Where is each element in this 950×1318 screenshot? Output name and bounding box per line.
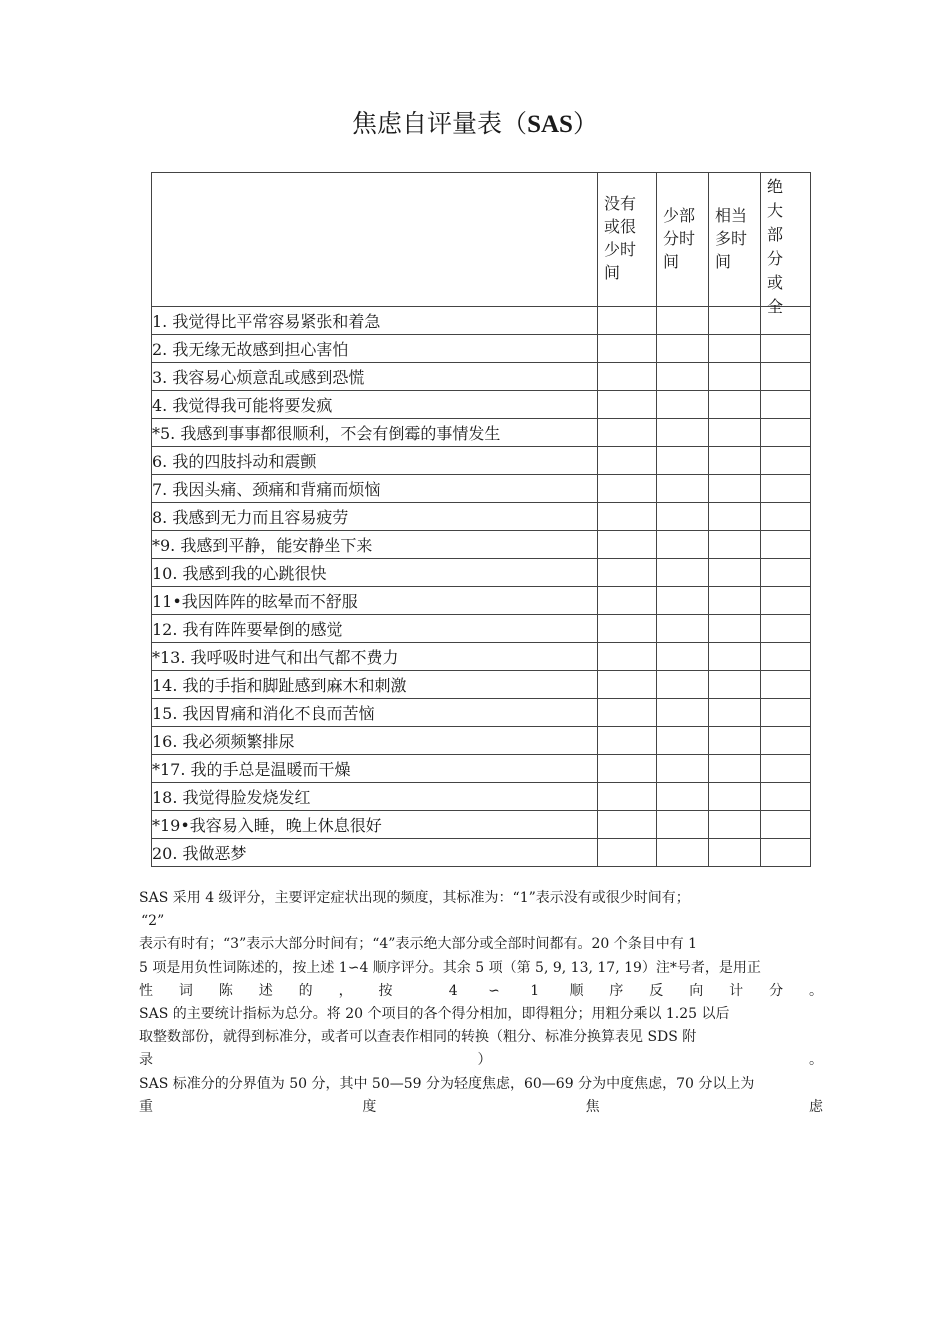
rating-cell[interactable]: [657, 335, 709, 363]
rating-cell[interactable]: [709, 587, 761, 615]
item-text: 15. 我因胃痛和消化不良而苦恼: [152, 699, 598, 727]
rating-cell[interactable]: [657, 699, 709, 727]
notes-line: “2”: [141, 913, 165, 930]
notes-line: SAS 的主要统计指标为总分。将 20 个项目的各个得分相加，即得粗分；用粗分乘以 1.25 以后: [139, 1006, 730, 1023]
rating-cell[interactable]: [598, 671, 657, 699]
rating-cell[interactable]: [761, 335, 811, 363]
item-text: *17. 我的手总是温暖而干燥: [152, 755, 598, 783]
rating-cell[interactable]: [709, 671, 761, 699]
rating-table: [151, 172, 811, 867]
table-row: [152, 839, 811, 867]
rating-cell[interactable]: [598, 811, 657, 839]
table-row: [152, 475, 811, 503]
title-text: 焦虑自评量表（: [352, 109, 528, 138]
page-title: [0, 106, 950, 143]
rating-cell[interactable]: [709, 783, 761, 811]
rating-cell[interactable]: [761, 615, 811, 643]
scoring-notes: [139, 887, 823, 1119]
item-text: 16. 我必须频繁排尿: [152, 727, 598, 755]
rating-cell[interactable]: [761, 447, 811, 475]
rating-cell[interactable]: [598, 391, 657, 419]
rating-cell[interactable]: [657, 307, 709, 335]
table-header-row: [152, 173, 811, 307]
column-header-label: 少部分时间: [663, 206, 696, 271]
item-text: *5. 我感到事事都很顺利，不会有倒霉的事情发生: [152, 419, 598, 447]
rating-cell[interactable]: [657, 811, 709, 839]
rating-cell[interactable]: [657, 475, 709, 503]
rating-cell[interactable]: [761, 671, 811, 699]
rating-cell[interactable]: [761, 727, 811, 755]
item-text: 14. 我的手指和脚趾感到麻木和刺激: [152, 671, 598, 699]
rating-cell[interactable]: [657, 419, 709, 447]
table-row: [152, 811, 811, 839]
column-header: [709, 173, 761, 307]
rating-cell[interactable]: [657, 391, 709, 419]
rating-cell[interactable]: [598, 447, 657, 475]
column-header: [761, 173, 811, 316]
rating-cell[interactable]: [761, 643, 811, 671]
rating-cell[interactable]: [709, 811, 761, 839]
rating-cell[interactable]: [598, 335, 657, 363]
rating-cell[interactable]: [598, 755, 657, 783]
table-row: [152, 783, 811, 811]
rating-cell[interactable]: [709, 447, 761, 475]
column-header-label: 绝大部分或全: [767, 177, 784, 316]
notes-line: SAS 标准分的分界值为 50 分，其中 50—59 分为轻度焦虑，60—69 分为中度焦虑，70 分以上为: [139, 1075, 755, 1092]
rating-cell[interactable]: [598, 419, 657, 447]
title-close: ）: [572, 109, 598, 138]
column-header-label: 没有或很少时间: [604, 194, 637, 282]
rating-cell[interactable]: [598, 839, 657, 867]
table-row: [152, 671, 811, 699]
item-text: 1. 我觉得比平常容易紧张和着急: [152, 307, 598, 335]
rating-cell[interactable]: [657, 587, 709, 615]
column-header: [598, 173, 657, 307]
rating-cell[interactable]: [761, 363, 811, 391]
item-text: 11•我因阵阵的眩晕而不舒服: [152, 587, 598, 615]
rating-cell[interactable]: [657, 531, 709, 559]
rating-cell[interactable]: [709, 727, 761, 755]
rating-cell[interactable]: [657, 643, 709, 671]
rating-cell[interactable]: [657, 559, 709, 587]
table-row: [152, 559, 811, 587]
rating-cell[interactable]: [657, 503, 709, 531]
rating-cell[interactable]: [761, 475, 811, 503]
rating-cell[interactable]: [761, 755, 811, 783]
table-row: [152, 307, 811, 335]
item-text: 18. 我觉得脸发烧发红: [152, 783, 598, 811]
rating-cell[interactable]: [761, 811, 811, 839]
rating-cell[interactable]: [657, 363, 709, 391]
item-text: *9. 我感到平静，能安静坐下来: [152, 531, 598, 559]
rating-cell[interactable]: [761, 587, 811, 615]
rating-cell[interactable]: [709, 307, 761, 335]
rating-cell[interactable]: [598, 783, 657, 811]
item-text: 6. 我的四肢抖动和震颤: [152, 447, 598, 475]
rating-cell[interactable]: [657, 447, 709, 475]
rating-cell[interactable]: [598, 615, 657, 643]
rating-cell[interactable]: [657, 783, 709, 811]
rating-cell[interactable]: [598, 643, 657, 671]
rating-cell[interactable]: [709, 475, 761, 503]
table-row: [152, 587, 811, 615]
rating-cell[interactable]: [598, 363, 657, 391]
notes-line: 性词陈述的，按 4 ∽ 1 顺序反向计分。: [139, 982, 823, 999]
rating-cell[interactable]: [709, 531, 761, 559]
rating-cell[interactable]: [761, 531, 811, 559]
rating-cell[interactable]: [761, 559, 811, 587]
rating-cell[interactable]: [761, 391, 811, 419]
rating-cell[interactable]: [761, 419, 811, 447]
rating-cell[interactable]: [761, 503, 811, 531]
table-row: [152, 447, 811, 475]
notes-line: 取整数部份，就得到标准分，或者可以查表作相同的转换（粗分、标准分换算表见 SDS 附: [139, 1029, 697, 1046]
rating-cell[interactable]: [598, 559, 657, 587]
item-text: *13. 我呼吸时进气和出气都不费力: [152, 643, 598, 671]
rating-cell[interactable]: [657, 671, 709, 699]
column-header: [657, 173, 709, 307]
rating-cell[interactable]: [657, 615, 709, 643]
column-header-label: 相当多时间: [715, 206, 748, 271]
rating-cell[interactable]: [709, 503, 761, 531]
rating-cell[interactable]: [598, 475, 657, 503]
item-text: 20. 我做恶梦: [152, 839, 598, 867]
rating-cell[interactable]: [709, 335, 761, 363]
rating-cell[interactable]: [657, 839, 709, 867]
rating-cell[interactable]: [598, 727, 657, 755]
rating-cell[interactable]: [709, 363, 761, 391]
item-text: 4. 我觉得我可能将要发疯: [152, 391, 598, 419]
rating-cell[interactable]: [709, 643, 761, 671]
table-row: [152, 615, 811, 643]
rating-cell[interactable]: [598, 699, 657, 727]
table-row: [152, 755, 811, 783]
table-row: [152, 531, 811, 559]
table-row: [152, 335, 811, 363]
rating-cell[interactable]: [709, 755, 761, 783]
rating-cell[interactable]: [761, 699, 811, 727]
rating-cell[interactable]: [598, 531, 657, 559]
rating-cell[interactable]: [709, 419, 761, 447]
rating-cell[interactable]: [709, 391, 761, 419]
item-text: 3. 我容易心烦意乱或感到恐慌: [152, 363, 598, 391]
table-row: [152, 391, 811, 419]
item-text: 10. 我感到我的心跳很快: [152, 559, 598, 587]
table-row: [152, 643, 811, 671]
item-text: 12. 我有阵阵要晕倒的感觉: [152, 615, 598, 643]
rating-cell[interactable]: [709, 559, 761, 587]
header-blank-cell: [152, 173, 598, 307]
item-text: *19•我容易入睡，晚上休息很好: [152, 811, 598, 839]
notes-line: 录）。: [139, 1052, 823, 1069]
table-row: [152, 503, 811, 531]
notes-line: SAS 采用 4 级评分，主要评定症状出现的频度，其标准为：“1”表示没有或很少时间有；: [139, 890, 690, 906]
rating-cell[interactable]: [761, 783, 811, 811]
notes-line: 表示有时有；“3”表示大部分时间有；“4”表示绝大部分或全部时间都有。20 个条目中有 1: [139, 936, 698, 953]
rating-cell[interactable]: [709, 699, 761, 727]
item-text: 7. 我因头痛、颈痛和背痛而烦恼: [152, 475, 598, 503]
table-row: [152, 727, 811, 755]
rating-cell[interactable]: [598, 503, 657, 531]
notes-line: 5 项是用负性词陈述的，按上述 1∽4 顺序评分。其余 5 项（第 5, 9, 13, 17, 19）注*号者，是用正: [139, 959, 761, 976]
rating-cell[interactable]: [598, 587, 657, 615]
table-row: [152, 419, 811, 447]
table-row: [152, 363, 811, 391]
table-row: [152, 699, 811, 727]
rating-cell[interactable]: [657, 727, 709, 755]
title-abbr: SAS: [527, 111, 573, 138]
notes-line: 重度焦虑: [139, 1098, 823, 1115]
item-text: 8. 我感到无力而且容易疲劳: [152, 503, 598, 531]
rating-cell[interactable]: [598, 307, 657, 335]
rating-cell[interactable]: [657, 755, 709, 783]
rating-cell[interactable]: [709, 615, 761, 643]
rating-cell[interactable]: [761, 839, 811, 867]
rating-cell[interactable]: [709, 839, 761, 867]
item-text: 2. 我无缘无故感到担心害怕: [152, 335, 598, 363]
